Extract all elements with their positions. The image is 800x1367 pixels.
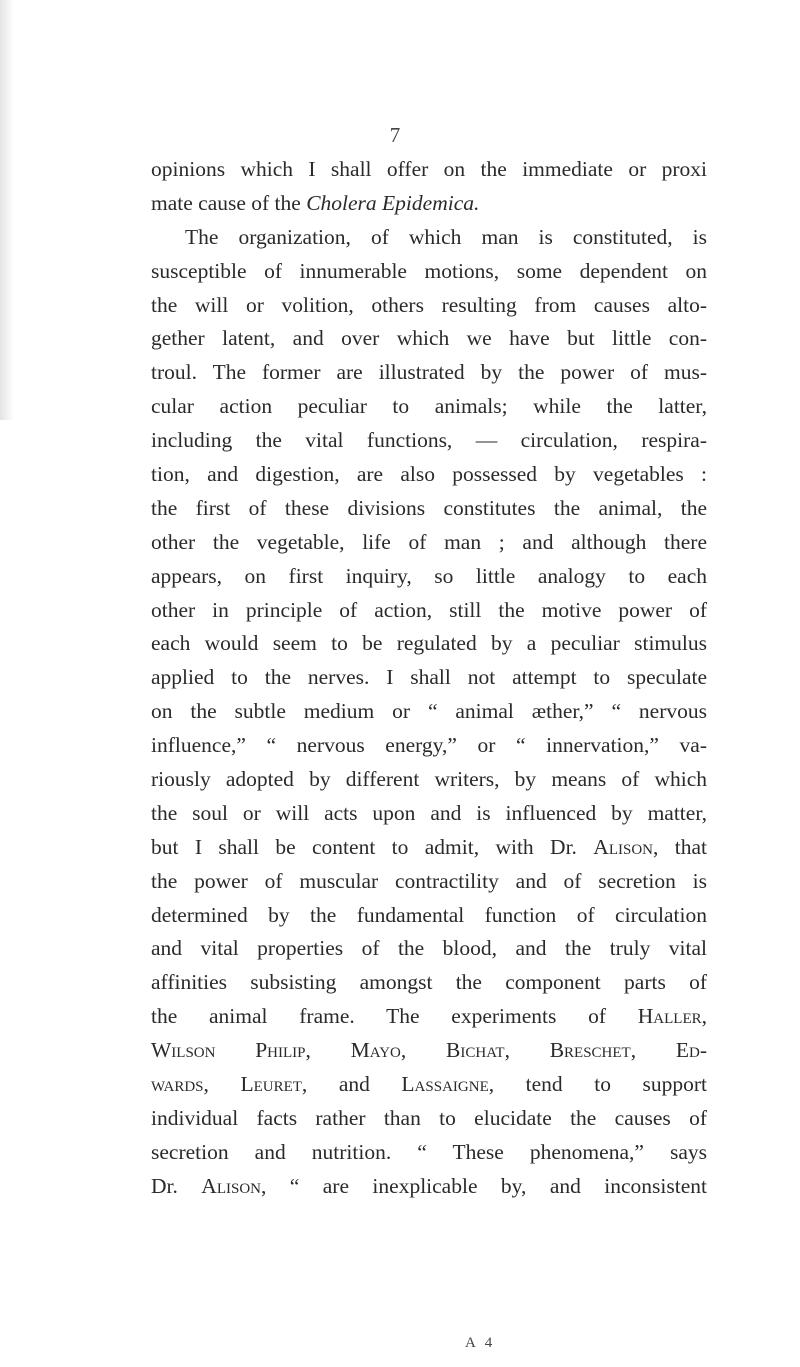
text-segment: individual facts rather than to elucidate the causes of	[151, 1105, 707, 1130]
text-segment: susceptible of innumerable motions, some dependent on	[151, 258, 707, 283]
text-line	[151, 797, 707, 831]
text-segment: secretion and nutrition. “ These phenomena,” says	[151, 1139, 707, 1164]
text-segment: on the subtle medium or “ animal æther,” “ nervous	[151, 699, 707, 724]
text-line	[151, 492, 707, 526]
text-segment: ,	[400, 1038, 447, 1063]
body-text	[151, 153, 707, 1204]
text-segment: ,	[203, 1072, 241, 1097]
text-line	[151, 1000, 707, 1034]
text-line	[151, 932, 707, 966]
text-segment: the soul or will acts upon and is influenced by matter,	[151, 800, 707, 825]
text-segment: affinities subsisting amongst the component parts of	[151, 970, 707, 995]
text-segment: the animal frame. The experiments of	[151, 1004, 638, 1029]
text-segment: Alison	[201, 1173, 261, 1198]
text-segment: Haller	[637, 1004, 702, 1029]
text-segment: , and	[301, 1072, 402, 1097]
printer-signature-mark: A 4	[465, 1335, 496, 1351]
text-line	[151, 187, 707, 221]
text-segment: ,	[305, 1038, 351, 1063]
text-segment: other in principle of action, still the motive power of	[151, 597, 707, 622]
text-segment: ,	[701, 1004, 707, 1029]
text-segment: Mayo	[350, 1038, 401, 1063]
text-segment: the first of these divisions constitutes the animal, the	[151, 495, 707, 520]
text-segment: mate cause of the	[151, 190, 307, 215]
text-segment: Wilson Philip	[151, 1038, 306, 1063]
text-segment: influence,” “ nervous energy,” or “ innervation,” va-	[151, 733, 707, 758]
text-line	[151, 1136, 707, 1170]
text-segment: cular action peculiar to animals; while the latter,	[151, 394, 707, 419]
text-line	[151, 356, 707, 390]
text-line	[151, 390, 707, 424]
text-line	[151, 899, 707, 933]
text-line	[151, 695, 707, 729]
text-segment: and vital properties of the blood, and the truly vital	[151, 936, 707, 961]
text-line	[151, 763, 707, 797]
text-line	[151, 289, 707, 323]
text-segment: , tend to support	[488, 1072, 707, 1097]
text-segment: Alison	[593, 834, 653, 859]
text-segment: appears, on first inquiry, so little analogy to each	[151, 563, 707, 588]
text-segment: Cholera Epidemica.	[306, 190, 480, 215]
text-segment: the power of muscular contractility and of secretion is	[151, 868, 707, 893]
text-segment: , that	[653, 834, 707, 859]
text-line	[151, 729, 707, 763]
text-segment: ,	[630, 1038, 676, 1063]
text-segment: the will or volition, others resulting from causes alto-	[151, 292, 707, 317]
text-segment: ,	[504, 1038, 550, 1063]
text-line	[151, 831, 707, 865]
text-segment: Bichat	[446, 1038, 505, 1063]
text-line	[151, 458, 707, 492]
text-line	[151, 594, 707, 628]
text-line	[151, 1034, 707, 1068]
text-segment: gether latent, and over which we have but little con-	[151, 326, 707, 351]
text-segment: applied to the nerves. I shall not attempt to speculate	[151, 665, 707, 690]
text-segment: tion, and digestion, are also possessed by vegetables :	[151, 462, 707, 487]
text-line	[151, 526, 707, 560]
text-segment: , “ are inexplicable by, and inconsistent	[261, 1173, 707, 1198]
text-segment: Leuret	[240, 1072, 302, 1097]
text-segment: Lassaigne	[401, 1072, 489, 1097]
text-line	[151, 153, 707, 187]
text-line	[151, 424, 707, 458]
text-segment: troul. The former are illustrated by the power of mus-	[151, 360, 707, 385]
text-segment: riously adopted by different writers, by means of which	[151, 767, 707, 792]
text-segment: wards	[151, 1072, 204, 1097]
text-segment: Dr.	[151, 1173, 202, 1198]
text-segment: other the vegetable, life of man ; and although there	[151, 529, 707, 554]
text-segment: each would seem to be regulated by a peculiar stimulus	[151, 631, 707, 656]
text-line	[151, 661, 707, 695]
text-line	[151, 255, 707, 289]
text-segment: including the vital functions, — circulation, respira-	[151, 428, 707, 453]
text-segment: Breschet	[549, 1038, 631, 1063]
text-line	[151, 1170, 707, 1204]
page-number: 7	[389, 123, 401, 147]
text-line	[151, 966, 707, 1000]
text-line	[151, 1102, 707, 1136]
text-segment: opinions which I shall offer on the immediate or proxi	[151, 157, 707, 181]
text-segment: determined by the fundamental function of circulation	[151, 902, 707, 927]
text-line	[151, 865, 707, 899]
text-segment: but I shall be content to admit, with Dr.	[151, 834, 594, 859]
page-edge-shadow	[0, 0, 14, 420]
text-segment: Ed-	[675, 1038, 707, 1063]
text-line	[151, 627, 707, 661]
text-line	[151, 322, 707, 356]
text-line	[151, 1068, 707, 1102]
text-line	[151, 221, 707, 255]
text-segment: The organization, of which man is constituted, is	[185, 224, 707, 249]
text-line	[151, 560, 707, 594]
